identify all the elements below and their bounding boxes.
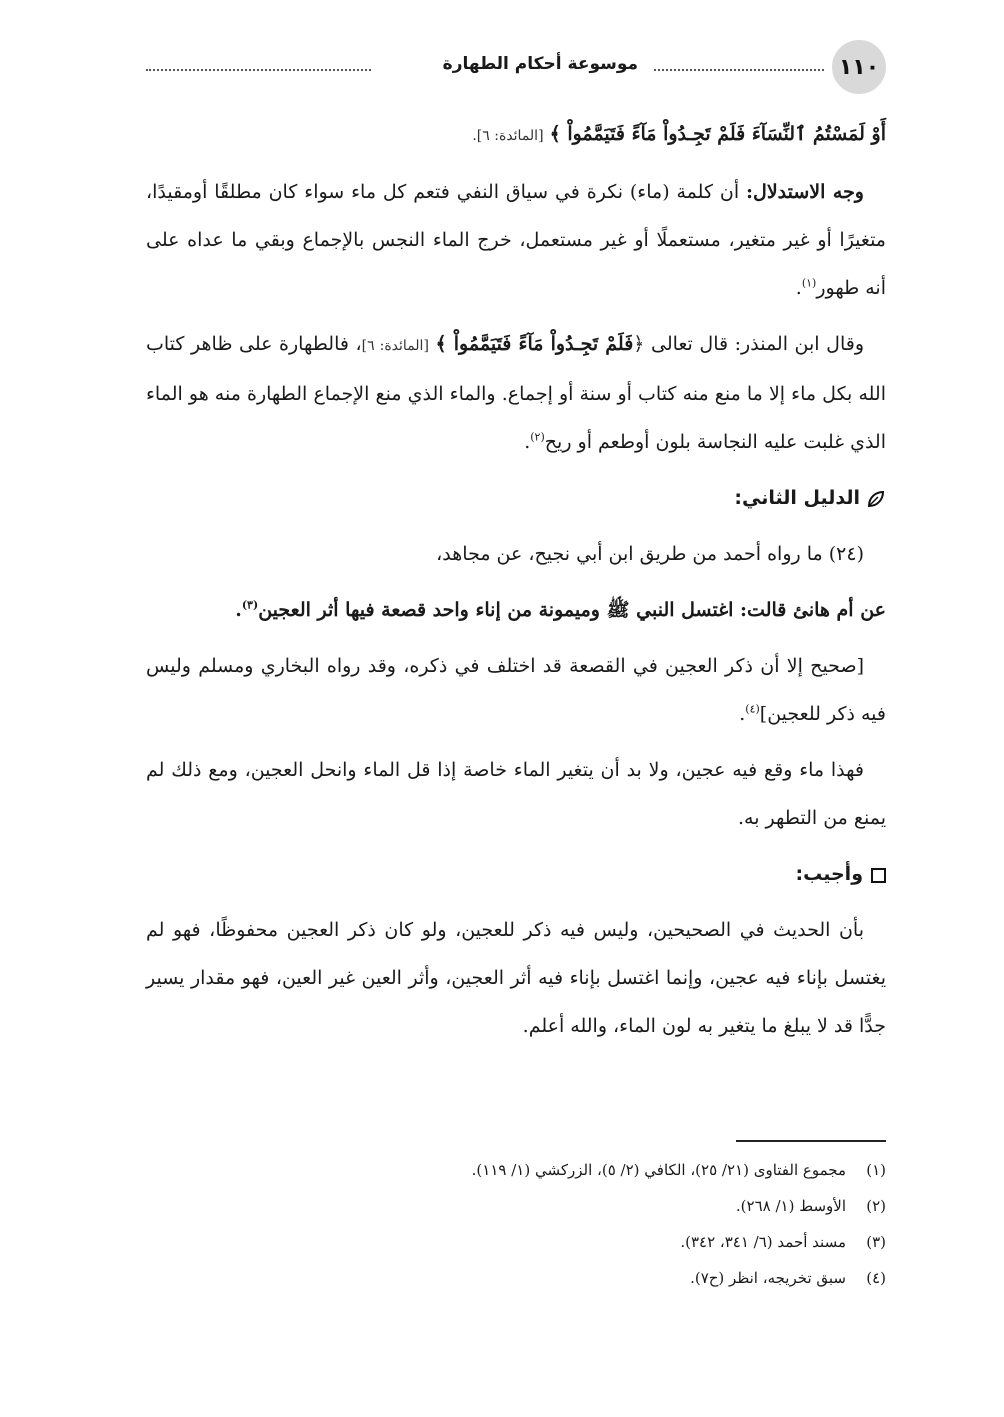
paragraph-evidence	[146, 168, 886, 312]
footnote-item	[146, 1152, 886, 1188]
footnote-text: مجموع الفتاوى (٢١/ ٢٥)، الكافي (٢/ ٥)، الزركشي (١/ ١١٩).	[471, 1161, 846, 1179]
footnote-number: (١)	[866, 1161, 886, 1179]
footnote-text: سبق تخريجه، انظر (ح٧).	[690, 1269, 846, 1287]
hadith-grading	[146, 642, 886, 738]
footnote-number: (٤)	[866, 1269, 886, 1287]
footnote-marker[interactable]: (٢)	[530, 430, 545, 444]
section-heading	[146, 474, 886, 522]
paragraph-intro: وقال ابن المنذر: قال تعالى ﴿	[633, 333, 865, 355]
header-divider-left	[146, 69, 371, 71]
hadith-text	[146, 586, 886, 634]
running-title: موسوعة أحكام الطهارة	[435, 54, 646, 74]
paragraph-end: .	[795, 277, 802, 299]
section-heading	[146, 850, 886, 898]
footnote-item	[146, 1260, 886, 1296]
footnotes	[146, 1152, 886, 1296]
verse-reference: [المائدة: ٦].	[472, 128, 544, 144]
heading-reply: وأجيب:	[795, 863, 863, 885]
grading-text: [صحيح إلا أن ذكر العجين في القصعة قد اختلف في ذكره، وقد رواه البخاري ومسلم وليس فيه ذكر للعجين]	[146, 655, 886, 725]
paragraph-reply: بأن الحديث في الصحيحين، وليس فيه ذكر للعجين، ولو كان ذكر العجين محفوظًا، فهو لم يغتسل بإناء فيه عجين، وإنما اغتسل بإناء فيه أثر العجين، وأثر العين غير العين، فهو مقدار يسير جدًّا قد لا يبلغ ما يتغير به لون الماء، والله أعلم.	[146, 919, 886, 1037]
footnote-item	[146, 1188, 886, 1224]
paragraph-label: وجه الاستدلال:	[746, 181, 864, 203]
leaf-icon	[866, 489, 886, 509]
footnote-item	[146, 1224, 886, 1260]
paragraph-end: .	[235, 599, 242, 621]
heading-second-evidence: الدليل الثاني:	[734, 487, 860, 509]
paragraph-text: أن كلمة (ماء) نكرة في سياق النفي فتعم كل ماء سواء كان مطلقًا أومقيدًا، متغيرًا أو غير متغير، مستعملًا أو غير مستعمل، خرج الماء النجس بالإجماع وبقي ما عداه على أنه طهور	[146, 181, 886, 299]
verse-reference: [المائدة: ٦]	[361, 338, 429, 354]
paragraph-end: .	[524, 431, 531, 453]
paragraph-inference: فهذا ماء وقع فيه عجين، ولا بد أن يتغير الماء خاصة إذا قل الماء وانحل العجين، ومع ذلك لم يمنع من التطهر به.	[146, 759, 886, 829]
footnote-marker[interactable]: (١)	[801, 276, 817, 290]
hadith-chain: (٢٤) ما رواه أحمد من طريق ابن أبي نجيح، عن مجاهد،	[436, 543, 864, 565]
footnote-text: الأوسط (١/ ٢٦٨).	[735, 1197, 846, 1215]
page-number: ١١٠	[832, 40, 886, 94]
verse-line	[146, 110, 886, 160]
quran-verse: أَوْ لَمَسْتُمُ ٱلنِّسَآءَ فَلَمْ تَجِـدُواْ مَآءً فَتَيَمَّمُواْ ﴾	[549, 123, 886, 145]
hadith-body: عن أم هانئ قالت: اغتسل النبي ﷺ وميمونة من إناء واحد قصعة فيها أثر العجين	[258, 599, 886, 621]
quran-verse: فَلَمْ تَجِـدُواْ مَآءً فَتَيَمَّمُواْ ﴾	[435, 333, 634, 355]
body-text	[146, 110, 886, 1058]
footnote-number: (٣)	[866, 1233, 886, 1251]
paragraph-text: ، فالطهارة على ظاهر كتاب الله بكل ماء إلا ما منع منه كتاب أو سنة أو إجماع. والماء الذي منع الإجماع الطهارة منه هو الماء الذي غلبت عليه النجاسة بلون أوطعم أو ريح	[146, 333, 886, 453]
page-header	[146, 40, 886, 100]
checkbox-square-icon	[871, 868, 886, 883]
footnote-marker[interactable]: (٤)	[745, 702, 760, 716]
paragraph-end: .	[739, 703, 746, 725]
paragraph-ibn-mundhir	[146, 320, 886, 466]
footnote-marker[interactable]: (٣)	[241, 598, 259, 612]
footnote-number: (٢)	[866, 1197, 886, 1215]
footnote-text: مسند أحمد (٦/ ٣٤١، ٣٤٢).	[680, 1233, 846, 1251]
header-divider-right	[654, 69, 824, 71]
footnote-separator	[736, 1140, 886, 1142]
